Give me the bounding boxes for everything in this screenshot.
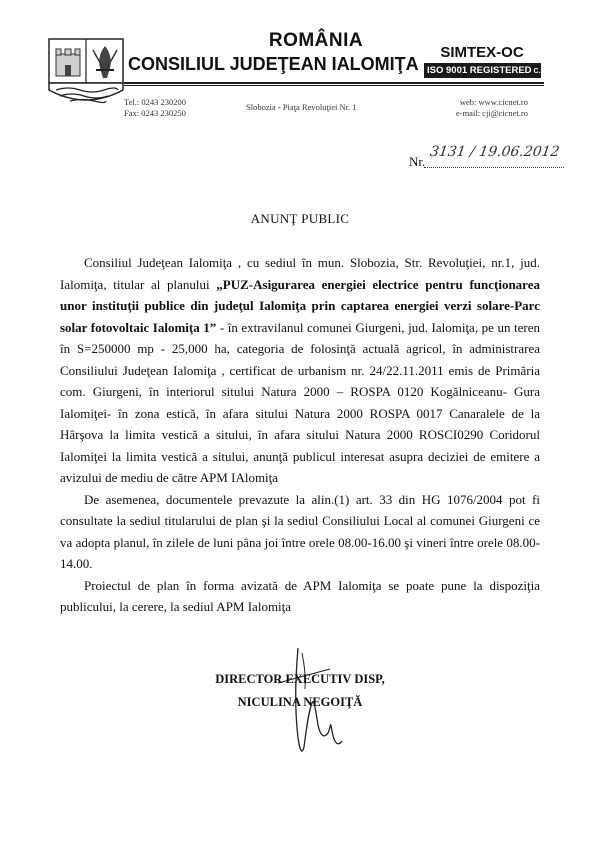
fax-number: Fax: 0243 230250 <box>124 108 186 118</box>
registration-number-handwritten: 3131 / 19.06.2012 <box>428 144 561 160</box>
paragraph-2 <box>60 489 540 575</box>
iso-certification-badge <box>424 63 562 78</box>
phone-number: Tel.: 0243 230200 <box>124 97 186 107</box>
signatory-title: DIRECTOR EXECUTIV DISP, <box>215 672 385 686</box>
header-divider-thin <box>124 85 544 86</box>
paragraph-1-intro: Consiliul Judeţean Ialomiţa , cu sediul în mun. Slobozia, Str. Revoluţiei, nr.1, jud. Ialomiţa, titular al planului <box>60 255 540 292</box>
paragraph-3 <box>60 575 540 618</box>
registration-dotted-line <box>424 167 564 168</box>
paragraph-3-text: Proiectul de plan în forma avizată de APM Ialomiţa se poate pune la dispoziţia publicului, la cerere, la sediul APM Ialomiţa <box>60 577 540 614</box>
document-title: ANUNŢ PUBLIC <box>250 211 350 226</box>
paragraph-1 <box>60 252 540 489</box>
paragraph-1-details: - în extravilanul comunei Giurgeni, jud. Ialomiţa, pe un teren în S=250000 mp - 25,000 ha, categoria de folosinţă actuală agricol, în administrarea Consiliului Judeţean Ialomiţa , certificat de urbanism nr. 24/22.11.2011 emis de Primăria com. Giurgeni, în interiorul sitului Natura 2000 – ROSPA 0120 Kogălniceanu- Gura Ialomiţei- în zona estică, în afara sitului Natura 2000 ROSPA 0017 Canaralele de la Hârşova la limita vestică a sitului, în afara sitului Natura 2000 ROSCI0290 Coridorul Ialomiţei la limita vestică a sitului, anunţă publicul interesat asupra deciziei de emitere a avizului de mediu de către APM IAlomiţa <box>60 319 540 485</box>
contact-phone-block <box>124 97 186 119</box>
signatory-name: NICULINA NEGOIŢĂ <box>237 695 363 709</box>
contact-web-block <box>430 97 528 119</box>
announcement-body <box>60 252 540 618</box>
registration-number-label: Nr. <box>409 154 426 169</box>
institution-heading: CONSILIUL JUDEŢEAN IALOMIŢA <box>128 54 419 74</box>
website: web: www.cicnet.ro <box>459 97 528 107</box>
plan-name: „PUZ-Asigurarea energiei electrice pentru funcţionarea unor instituţii publice din judeţul Ialomiţa prin captarea energiei verzi solare-Parc solar fotovoltaic Ialomiţa 1” <box>60 276 540 335</box>
country-heading: ROMÂNIA <box>268 30 364 51</box>
county-coat-of-arms-logo <box>48 38 124 108</box>
iso-label: ISO 9001 REGISTERED <box>427 65 532 76</box>
iso-cert-number: C.3449.1 <box>533 68 562 75</box>
cert-brand-label: SIMTEX-OC <box>440 44 524 61</box>
institution-address: Slobozia - Piaţa Revoluţiei Nr. 1 <box>246 102 357 112</box>
header-divider <box>124 82 544 84</box>
paragraph-2-text: De asemenea, documentele prevazute la alin.(1) art. 33 din HG 1076/2004 pot fi consultate la sediul titularului de plan şi la sediul Consiliului Local al comunei Giurgeni ce va adopta planul, în zilele de luni pâna joi între orele 08.00-16.00 şi vineri între orele 08.00-14.00. <box>60 491 540 571</box>
email-address: e-mail: cji@cicnet.ro <box>455 108 528 118</box>
